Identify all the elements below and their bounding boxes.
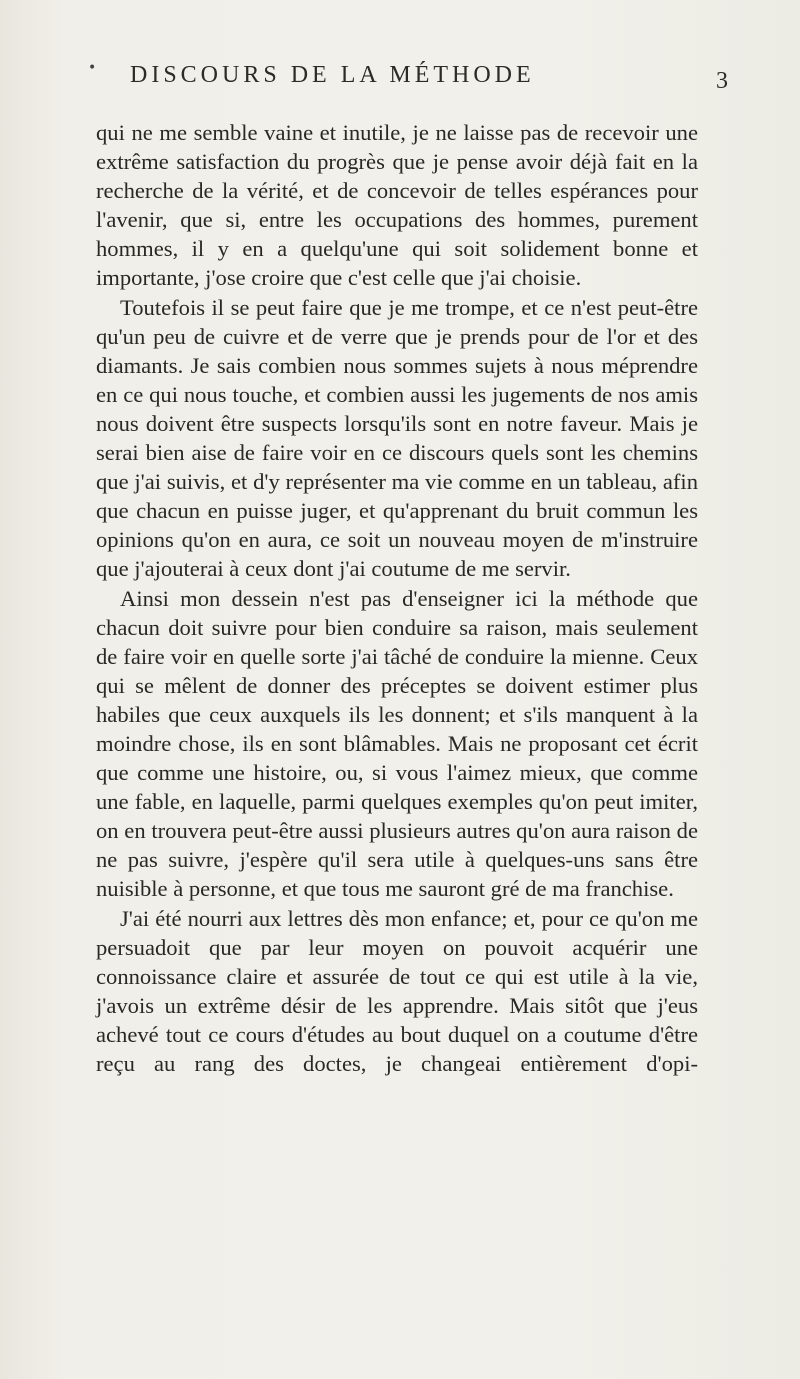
paragraph-1: qui ne me semble vaine et inutile, je ne laisse pas de recevoir une extrême satisfaction du progrès que je pense avoir déjà fait en la recherche de la vérité, et de concevoir de telles espérances pour l'avenir, que si, entre les occupations des hommes, purement hommes, il y en a quelqu'une qui soit solidement bonne et importante, j'ose croire que c'est celle que j'ai choisie. xyxy=(96,120,698,291)
paragraph-4: J'ai été nourri aux lettres dès mon enfance; et, pour ce qu'on me persuadoit que par leur moyen on pouvoit acquérir une connoissance claire et assurée de tout ce qui est utile à la vie, j'avois un extrême désir de les apprendre. Mais sitôt que j'eus achevé tout ce cours d'études au bout duquel on a coutume d'être reçu au rang des doctes, je changeai entièrement d'opi- xyxy=(96,905,698,1076)
printer-mark: • xyxy=(88,60,97,76)
body-text xyxy=(96,118,698,1078)
running-head xyxy=(130,62,728,102)
paragraph-3: Ainsi mon dessein n'est pas d'enseigner ici la méthode que chacun doit suivre pour bien conduire sa raison, mais seulement de faire voir en quelle sorte j'ai tâché de conduire la mienne. Ceux qui se mêlent de donner des préceptes se doivent estimer plus habiles que ceux auxquels ils les donnent; et s'ils manquent à la moindre chose, ils en sont blâmables. Mais ne proposant cet écrit que comme une histoire, ou, si vous l'aimez mieux, que comme une fable, en laquelle, parmi quelques exemples qu'on peut imiter, on en trouvera peut-être aussi plusieurs autres qu'on aura raison de ne pas suivre, j'espère qu'il sera utile à quelques-uns sans être nuisible à personne, et que tous me sauront gré de ma franchise. xyxy=(96,585,698,902)
page-number: 3 xyxy=(716,68,728,94)
running-title: DISCOURS DE LA MÉTHODE xyxy=(130,62,535,88)
paragraph-2: Toutefois il se peut faire que je me trompe, et ce n'est peut-être qu'un peu de cuivre et de verre que je prends pour de l'or et des diamants. Je sais combien nous sommes sujets à nous méprendre en ce qui nous touche, et combien aussi les jugements de nos amis nous doivent être suspects lorsqu'ils sont en notre faveur. Mais je serai bien aise de faire voir en ce discours quels sont les chemins que j'ai suivis, et d'y représenter ma vie comme en un tableau, afin que chacun en puisse juger, et qu'apprenant du bruit commun les opinions qu'on en aura, ce soit un nouveau moyen de m'instruire que j'ajouterai à ceux dont j'ai coutume de me servir. xyxy=(96,294,698,582)
